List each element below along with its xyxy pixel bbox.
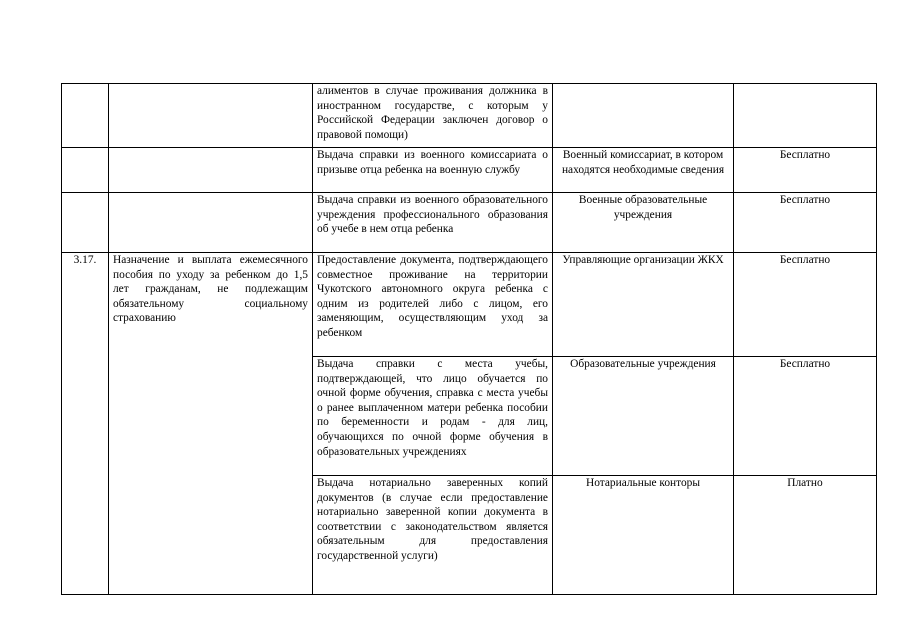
organization-cell [553, 357, 734, 476]
document-cell [313, 84, 553, 148]
document-cell [313, 357, 553, 476]
organization-cell [553, 148, 734, 193]
payment-text: Бесплатно [779, 194, 831, 206]
section-number: 3.17. [73, 254, 97, 266]
payment-text: Бесплатно [779, 358, 831, 370]
document-cell [313, 476, 553, 595]
organization-text: Нотариальные конторы [585, 477, 701, 489]
payment-cell [734, 148, 877, 193]
service-cell [109, 84, 313, 148]
document-text: Выдача нотариально заверенных копий документов (в случае если предоставление нотариально заверенной копии документа в соответствии с законодательством является обязательным для предоставления государственной услуги) [317, 477, 548, 562]
organization-text: Управляющие организации ЖКХ [562, 254, 724, 266]
document-text: Выдача справки с места учебы, подтверждающей, что лицо обучается по очной форме обучения, справка с места учебы о ранее выплаченном матери ребенка пособии по беременности и родам - для лиц, обучающихся по очной форме обучения в образовательных учреждениях [317, 358, 548, 458]
payment-cell [734, 357, 877, 476]
organization-text: Образовательные учреждения [570, 358, 716, 370]
document-text: Предоставление документа, подтверждающего совместное проживание на территории Чукотского автономного округа ребенка с одним из родителей либо с лицом, его заменяющим, осуществляющим уход за ребенком [317, 254, 548, 339]
document-text: Выдача справки из военного образовательного учреждения профессионального образования об учебе в нем отца ребенка [317, 194, 548, 236]
document-cell [313, 193, 553, 253]
payment-text: Бесплатно [779, 254, 831, 266]
table-row [62, 84, 877, 148]
document-cell [313, 253, 553, 357]
number-cell [62, 193, 109, 253]
payment-text: Бесплатно [779, 149, 831, 161]
payment-text: Платно [787, 477, 823, 489]
document-text: Выдача справки из военного комиссариата о призыве отца ребенка на военную службу [317, 149, 548, 176]
organization-cell [553, 476, 734, 595]
payment-cell [734, 476, 877, 595]
service-cell [109, 253, 313, 595]
service-text: Назначение и выплата ежемесячного пособия по уходу за ребенком до 1,5 лет гражданам, не подлежащим обязательному социальному страхованию [113, 254, 308, 325]
service-cell [109, 193, 313, 253]
organization-text: Военные образовательные учреждения [578, 194, 708, 221]
number-cell [62, 253, 109, 595]
payment-cell [734, 253, 877, 357]
payment-cell [734, 84, 877, 148]
number-cell [62, 148, 109, 193]
table-row [62, 148, 877, 193]
organization-cell [553, 84, 734, 148]
table-row [62, 193, 877, 253]
table-row [62, 253, 877, 357]
number-cell [62, 84, 109, 148]
services-table [61, 83, 877, 595]
organization-cell [553, 253, 734, 357]
document-cell [313, 148, 553, 193]
organization-cell [553, 193, 734, 253]
organization-text: Военный комиссариат, в котором находятся необходимые сведения [561, 149, 725, 176]
document-text: алиментов в случае проживания должника в иностранном государстве, с которым у Российской Федерации заключен договор о правовой помощи) [317, 85, 548, 141]
payment-cell [734, 193, 877, 253]
service-cell [109, 148, 313, 193]
